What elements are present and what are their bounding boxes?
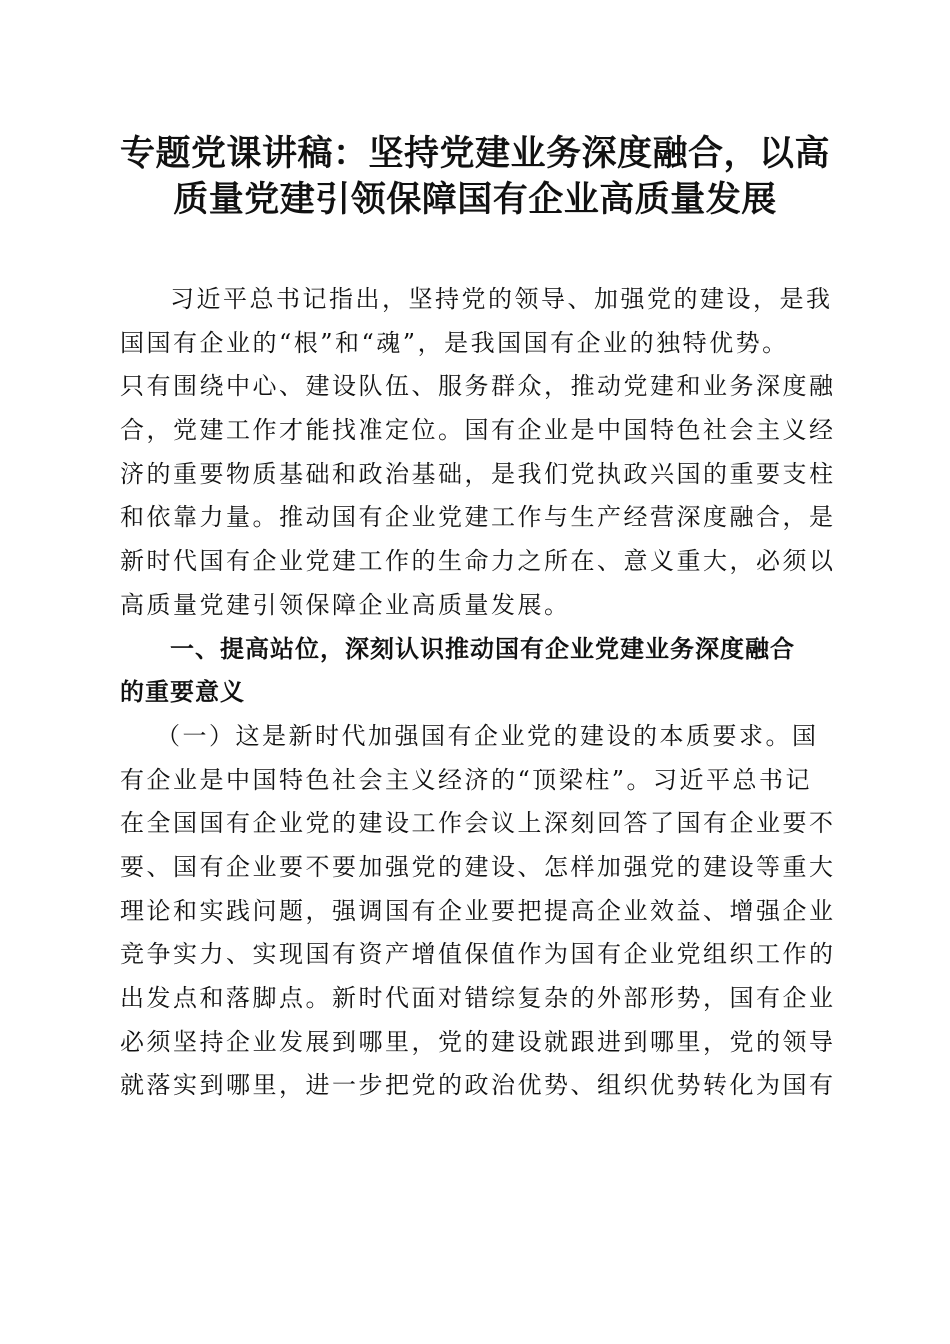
document-body <box>120 278 836 1108</box>
text-line: 出发点和落脚点。新时代面对错综复杂的外部形势，国有企业 <box>120 984 836 1012</box>
heading-line: 一、提高站位，深刻认识推动国有企业党建业务深度融合 <box>170 634 795 663</box>
text-line: 必须坚持企业发展到哪里，党的建设就跟进到哪里，党的领导 <box>120 1027 836 1056</box>
text-line: 就落实到哪里，进一步把党的政治优势、组织优势转化为国有 <box>120 1071 836 1100</box>
text-line: 竞争实力、实现国有资产增值保值作为国有企业党组织工作的 <box>120 940 836 969</box>
text-line: 合，党建工作才能找准定位。国有企业是中国特色社会主义经 <box>120 416 836 445</box>
heading-line: 的重要意义 <box>120 678 245 707</box>
document-title <box>110 131 840 223</box>
text-line: 只有围绕中心、建设队伍、服务群众，推动党建和业务深度融 <box>120 372 836 401</box>
paragraph-section1-1 <box>120 715 836 1108</box>
section-heading <box>120 628 825 715</box>
text-line: 在全国国有企业党的建设工作会议上深刻回答了国有企业要不 <box>120 809 836 838</box>
text-line: 新时代国有企业党建工作的生命力之所在、意义重大，必须以 <box>120 547 836 576</box>
text-line: 高质量党建引领保障企业高质量发展。 <box>120 590 571 619</box>
text-line: 国国有企业的“根”和“魂”，是我国国有企业的独特优势。 <box>120 328 789 357</box>
text-line: 有企业是中国特色社会主义经济的“顶梁柱”。习近平总书记 <box>120 765 813 794</box>
paragraph-intro <box>120 278 836 628</box>
text-line: 要、国有企业要不要加强党的建设、怎样加强党的建设等重大 <box>120 852 836 881</box>
text-line: （一）这是新时代加强国有企业党的建设的本质要求。国 <box>156 721 819 750</box>
title-line: 质量党建引领保障国有企业高质量发展 <box>173 179 777 220</box>
text-line: 济的重要物质基础和政治基础，是我们党执政兴国的重要支柱 <box>120 459 836 488</box>
title-line: 专题党课讲稿：坚持党建业务深度融合，以高 <box>119 133 830 174</box>
text-line: 习近平总书记指出，坚持党的领导、加强党的建设，是我 <box>170 285 833 313</box>
text-line: 理论和实践问题，强调国有企业要把提高企业效益、增强企业 <box>120 896 836 925</box>
text-line: 和依靠力量。推动国有企业党建工作与生产经营深度融合，是 <box>120 503 836 532</box>
